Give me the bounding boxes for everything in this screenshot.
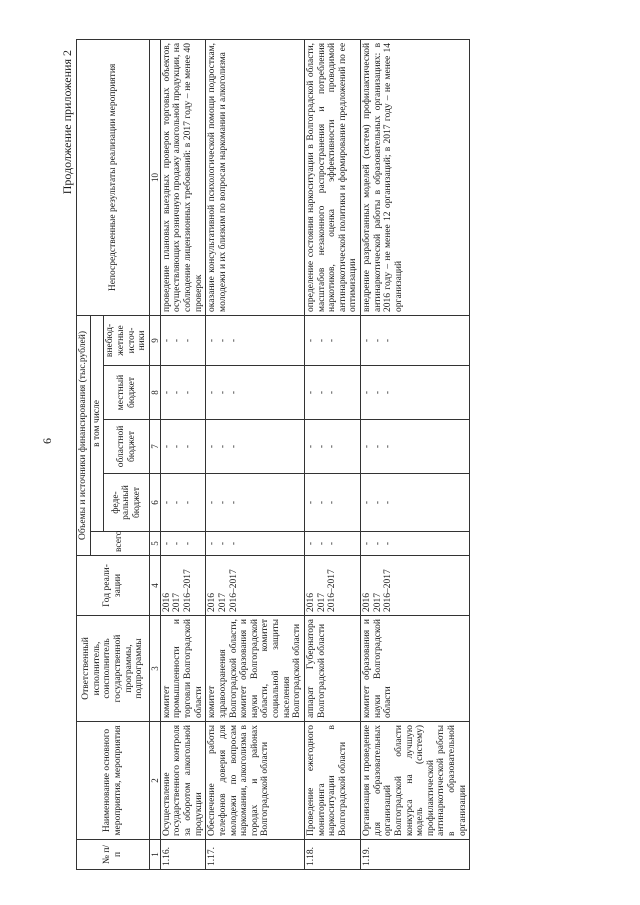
dash-value: - — [207, 390, 218, 395]
funding-federal — [304, 474, 360, 532]
implementation-years — [160, 556, 206, 616]
table-body — [160, 39, 470, 869]
dash-value: - — [305, 338, 316, 343]
implementation-years — [361, 556, 470, 616]
dash-value: - — [172, 500, 183, 505]
dash-value: - — [327, 541, 338, 546]
year-value: 2016 — [362, 593, 373, 612]
dash-value: - — [228, 444, 239, 449]
funding-local — [206, 366, 305, 420]
dash-value: - — [217, 390, 228, 395]
column-number: 3 — [149, 616, 160, 722]
dash-value: - — [316, 500, 327, 505]
direct-results: внедрение разработанных моделей (систем) профилактической антинаркотической работы в образовательных организациях: в 2016 году – не менее 12 организаций; в 2017 году – не менее 14 организаций — [361, 39, 470, 315]
event-name: Организация и проведение для образовательных организаций Волгоградской области конкурса на лучшую модель (систему) профилактической антинаркотической работы в образовательной организации — [361, 722, 470, 840]
dash-value: - — [161, 500, 172, 505]
column-number: 5 — [149, 532, 160, 556]
funding-regional — [304, 420, 360, 474]
dash-value: - — [327, 444, 338, 449]
dash-value: - — [305, 444, 316, 449]
dash-value: - — [207, 541, 218, 546]
implementation-years — [206, 556, 305, 616]
header-results: Непосредственные результаты реализации мероприятия — [77, 39, 150, 315]
page-number: 6 — [40, 438, 54, 444]
dash-value: - — [316, 390, 327, 395]
dash-value: - — [217, 338, 228, 343]
direct-results: проведение плановых выездных проверок торговых объектов, осуществляющих розничную продажу алкогольной продукции, на соблюдение лицензионных требований: в 2017 году – не менее 40 проверок — [160, 39, 206, 315]
header-federal: феде-ральный бюджет — [104, 474, 150, 532]
responsible-executor: комитет образования и науки Волгоградской области — [361, 616, 470, 722]
dash-value: - — [217, 541, 228, 546]
dash-value: - — [372, 541, 383, 546]
header-num: № п/п — [77, 840, 150, 870]
dash-value: - — [161, 541, 172, 546]
column-number: 4 — [149, 556, 160, 616]
dash-value: - — [327, 500, 338, 505]
funding-total — [160, 532, 206, 556]
dash-value: - — [217, 444, 228, 449]
column-number: 7 — [149, 420, 160, 474]
row-number: 1.19. — [361, 840, 470, 870]
column-number: 9 — [149, 315, 160, 365]
responsible-executor: комитет промышленности и торговли Волгоградской области — [160, 616, 206, 722]
dash-value: - — [172, 541, 183, 546]
funding-extra — [361, 315, 470, 365]
column-number: 8 — [149, 366, 160, 420]
column-number: 1 — [149, 840, 160, 870]
funding-local — [304, 366, 360, 420]
table-row — [361, 39, 470, 869]
dash-value: - — [362, 541, 373, 546]
table-row — [304, 39, 360, 869]
funding-local — [361, 366, 470, 420]
dash-value: - — [183, 390, 194, 395]
dash-value: - — [362, 390, 373, 395]
header-year: Год реали-зации — [77, 556, 150, 616]
year-value: 2016–2017 — [327, 569, 338, 612]
year-value: 2016 — [305, 593, 316, 612]
funding-local — [160, 366, 206, 420]
header-funding-group: Объемы и источники финансирования (тыс.рублей) — [77, 315, 91, 555]
dash-value: - — [183, 444, 194, 449]
dash-value: - — [372, 444, 383, 449]
dash-value: - — [383, 444, 394, 449]
funding-regional — [361, 420, 470, 474]
funding-total — [304, 532, 360, 556]
dash-value: - — [305, 541, 316, 546]
dash-value: - — [183, 541, 194, 546]
funding-regional — [206, 420, 305, 474]
dash-value: - — [372, 500, 383, 505]
responsible-executor: аппарат Губернатора Волгоградской области — [304, 616, 360, 722]
program-table — [76, 39, 470, 870]
dash-value: - — [183, 500, 194, 505]
dash-value: - — [362, 500, 373, 505]
row-number: 1.16. — [160, 840, 206, 870]
dash-value: - — [183, 338, 194, 343]
dash-value: - — [372, 390, 383, 395]
year-value: 2017 — [217, 593, 228, 612]
funding-federal — [160, 474, 206, 532]
year-value: 2016 — [207, 593, 218, 612]
event-name: Обеспечение работы телефонов доверия для молодежи по вопросам наркомании, алкоголизма в городах и районах Волгоградской области — [206, 722, 305, 840]
dash-value: - — [228, 390, 239, 395]
funding-federal — [361, 474, 470, 532]
dash-value: - — [327, 390, 338, 395]
funding-federal — [206, 474, 305, 532]
dash-value: - — [161, 390, 172, 395]
column-number: 6 — [149, 474, 160, 532]
row-number: 1.17. — [206, 840, 305, 870]
year-value: 2016–2017 — [383, 569, 394, 612]
row-number: 1.18. — [304, 840, 360, 870]
dash-value: - — [172, 338, 183, 343]
column-number-row — [149, 39, 160, 869]
responsible-executor: комитет здравоохранения Волгоградской области, комитет образования и науки Волгоградской области, комитет социальной защиты населения Волгоградской области — [206, 616, 305, 722]
dash-value: - — [305, 390, 316, 395]
dash-value: - — [172, 390, 183, 395]
funding-extra — [160, 315, 206, 365]
appendix-caption: Продолжение приложения 2 — [60, 50, 74, 195]
header-extra: внебюд-жетные источ-ники — [104, 315, 150, 365]
dash-value: - — [316, 338, 327, 343]
dash-value: - — [228, 500, 239, 505]
dash-value: - — [161, 444, 172, 449]
dash-value: - — [207, 338, 218, 343]
dash-value: - — [207, 444, 218, 449]
dash-value: - — [362, 338, 373, 343]
header-total: всего — [90, 532, 149, 556]
year-value: 2017 — [316, 593, 327, 612]
dash-value: - — [383, 500, 394, 505]
header-including: в том числе — [90, 315, 104, 531]
header-name: Наименование основного мероприятия, мероприятия — [77, 722, 150, 840]
event-name: Осуществление государственного контроля за оборотом алкогольной продукции — [160, 722, 206, 840]
header-local: местный бюджет — [104, 366, 150, 420]
dash-value: - — [228, 338, 239, 343]
implementation-years — [304, 556, 360, 616]
funding-extra — [304, 315, 360, 365]
column-number: 2 — [149, 722, 160, 840]
dash-value: - — [362, 444, 373, 449]
dash-value: - — [316, 444, 327, 449]
dash-value: - — [316, 541, 327, 546]
year-value: 2016–2017 — [228, 569, 239, 612]
dash-value: - — [228, 541, 239, 546]
dash-value: - — [383, 541, 394, 546]
funding-extra — [206, 315, 305, 365]
year-value: 2016 — [161, 593, 172, 612]
dash-value: - — [305, 500, 316, 505]
year-value: 2016–2017 — [183, 569, 194, 612]
dash-value: - — [327, 338, 338, 343]
event-name: Проведение ежегодного мониторинга наркоситуации в Волгоградской области — [304, 722, 360, 840]
direct-results: оказание консультативной психологической помощи подросткам, молодежи и их близким по вопросам наркомании и алкоголизма — [206, 39, 305, 315]
dash-value: - — [372, 338, 383, 343]
funding-total — [206, 532, 305, 556]
direct-results: определение состояния наркоситуации в Волгоградской области, масштабов незаконного распространения и потребления наркотиков, оценка эффективности проводимой антинаркотической политики и формирование предложений по ее оптимизации — [304, 39, 360, 315]
dash-value: - — [383, 390, 394, 395]
dash-value: - — [383, 338, 394, 343]
table-row — [160, 39, 206, 869]
year-value: 2017 — [172, 593, 183, 612]
rotated-page-content — [60, 40, 640, 870]
header-responsible: Ответственный исполнитель, соисполнитель государственной программы, подпрограммы — [77, 616, 150, 722]
header-regional: областной бюджет — [104, 420, 150, 474]
table-row — [206, 39, 305, 869]
funding-regional — [160, 420, 206, 474]
dash-value: - — [161, 338, 172, 343]
year-value: 2017 — [372, 593, 383, 612]
funding-total — [361, 532, 470, 556]
dash-value: - — [207, 500, 218, 505]
dash-value: - — [172, 444, 183, 449]
dash-value: - — [217, 500, 228, 505]
column-number: 10 — [149, 39, 160, 315]
